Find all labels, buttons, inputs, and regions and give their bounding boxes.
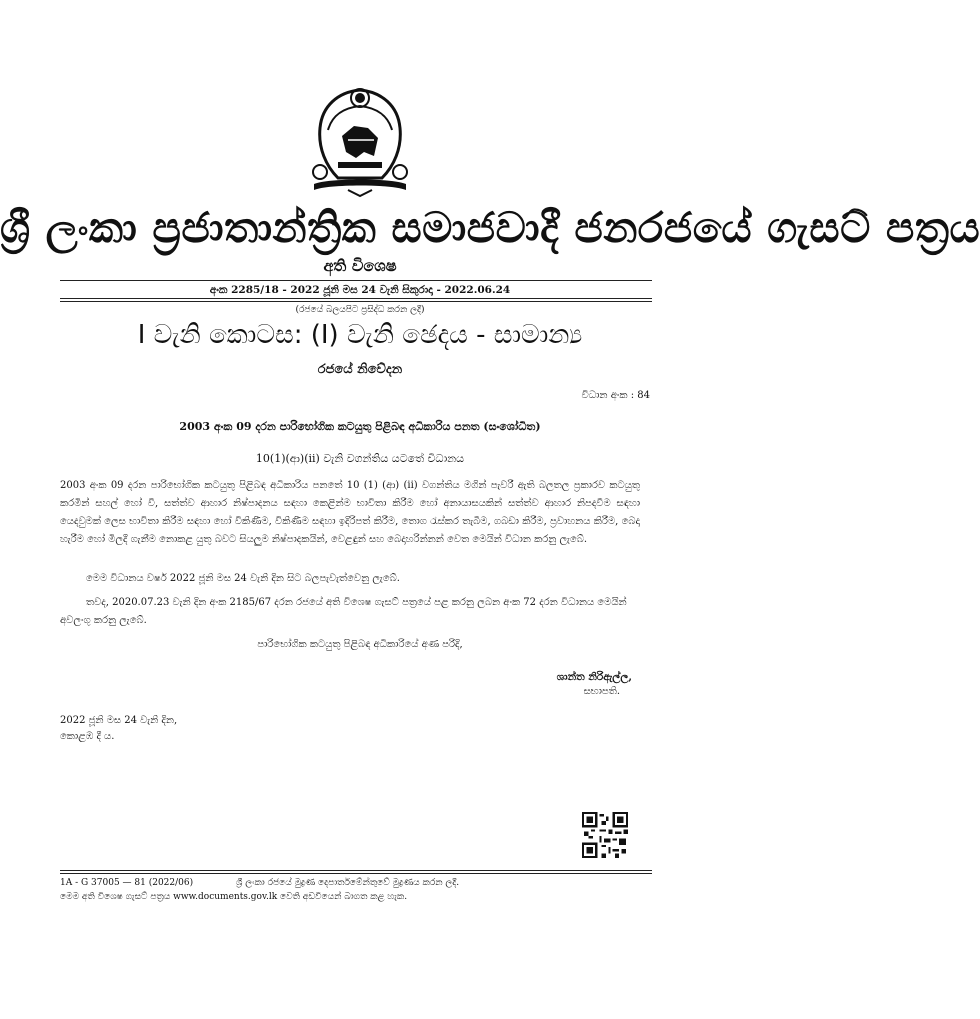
place-line: කොළඹ දී ය. [60,731,115,742]
authority-line: පාරිභෝගික කටයුතු පිළිබඳ අධිකාරියේ අණ පරිදි, [257,639,463,650]
gazette-title: ශ්‍රී ලංකා ප්‍රජාතාන්ත්‍රික සමාජවාදී ජනරජයේ ගැසට් පත්‍රය [0,203,980,252]
notice-paragraph-2: මෙම විධානය වර්ෂ 2022 ජූනි මස 24 වැනි දින සිට බලපැවැත්වෙනු ලැබේ. [86,573,400,584]
signatory-title: සභාපති. [583,686,620,697]
header-rule-bottom [60,298,652,299]
national-emblem-icon [308,86,412,198]
issue-line: අංක 2285/18 - 2022 ජූනි මස 24 වැනි සිකුරාදා - 2022.06.24 [209,284,511,296]
extraordinary-label: අති විශෙෂ [323,256,397,275]
notice-paragraph-1: 2003 අංක 09 දරන පාරිභෝගික කටයුතු පිළිබඳ අධිකාරිය පනතේ 10 (1) (ආ) (ii) වගන්තිය මගින් පැවරී ඇති බලතල ප්‍රකාරව කටයුතු කරමින් සහල් හෝ වී, සත්ත්ව ආහාර නිෂ්පාදනය සඳහා කෙළින්ම භාවිතා කිරීම හෝ අනායාසයකින් සත්ත්ව ආහාර නිපදවීම සඳහා යෙදවුමක් ලෙස භාවිතා කිරීම සඳහා හෝ විකිණීම, විකිණීම සඳහා ඉදිරිපත් කිරීම, තොග රැස්කර තැබීම, ගබඩා කිරීම, ප්‍රවාහනය කිරීම, බෙදා හැරීම හෝ මිලදී ගැනීම නොකළ යුතු බවට සියලුම නිෂ්පාදකයින්, වෙළඳුන් සහ බෙදාහරින්නන් වෙත මෙයින් විධාන කරනු ලැබේ. [60,480,640,545]
qr-code-icon [582,812,628,858]
act-title: 2003 අංක 09 දරන පාරිභෝගික කටයුතු පිළිබඳ අධිකාරිය පනත (සංශෝධිත) [179,420,541,433]
header-rule-top [60,280,652,281]
notice-paragraph-3: තවද, 2020.07.23 වැනි දින අංක 2185/67 දරන රජයේ අති විශෙෂ ගැසට් පත්‍රයේ පළ කරනු ලබන අංක 72 දරන විධානය මෙයින් අවලංගු කරනු ලැබේ. [60,597,627,626]
printer-note: ශ්‍රී ලංකා රජයේ මුද්‍රණ දෙපාර්තමේන්තුවේ මුද්‍රණය කරන ලදී. [236,878,460,888]
date-line: 2022 ජූනි මස 24 වැනි දින, [60,715,178,726]
footer-rule-double [60,873,652,874]
published-by-line: (රජයේ බලයපිට ප්‍රසිද්ධ කරන ලදී) [295,305,425,315]
header-rule-double [60,301,652,302]
download-note: මෙම අති විශෙෂ ගැසට් පත්‍රය www.documents.gov.lk වෙති අඩවියෙන් බාගත කළ හැක. [60,892,408,902]
section-heading: රජයේ නිවේදන [317,362,403,377]
print-code: 1A - G 37005 — 81 (2022/06) [60,878,194,888]
part-heading: I වැනි කොටස: (I) වැනි ඡෙදය - සාමාන්‍ය [137,320,583,350]
regulation-subheading: 10(1)(ආ)(ii) වැනි වගන්තිය යටතේ විධානය [255,452,465,465]
footer-rule [60,870,652,871]
signatory-name: ශාන්ත නිරිඇල්ල, [556,671,632,683]
regulation-number: විධාන අංක : 84 [581,390,650,401]
